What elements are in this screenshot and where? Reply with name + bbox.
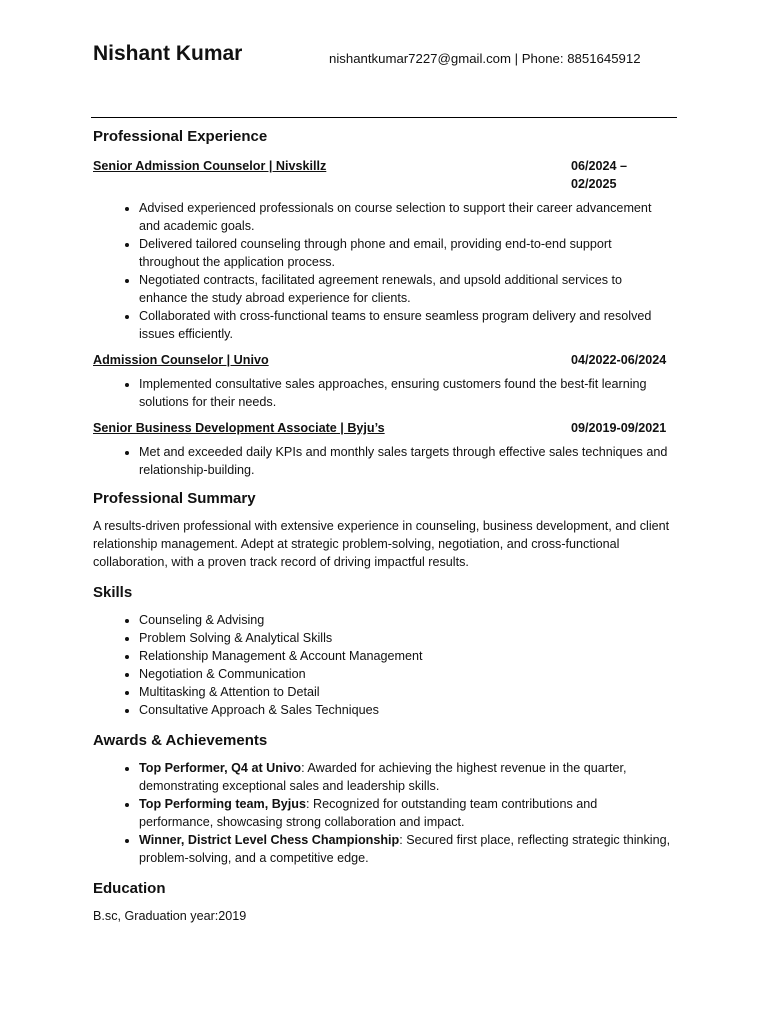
award-title: Winner, District Level Chess Championship — [139, 833, 400, 847]
job-title: Senior Admission Counselor | Nivskillz — [93, 159, 327, 173]
summary-text: A results-driven professional with extensive experience in counseling, business development, and client relationship management. Adept at strategic problem-solving, negotiation, and cross-functional collaboration, with a proven track record of driving impactful results. — [93, 519, 670, 569]
list-item — [139, 759, 673, 795]
award-description: : Recognized for outstanding team contributions and performance, showcasing strong collaboration and impact. — [139, 797, 598, 829]
awards-section — [93, 729, 673, 867]
list-item: • Delivered tailored counseling through phone and email, providing end-to-end support throughout the application process. — [139, 235, 673, 271]
list-item: • Relationship Management & Account Management — [139, 647, 673, 665]
resume-content — [93, 125, 673, 925]
list-item: • Met and exceeded daily KPIs and monthly sales targets through effective sales techniques and relationship-building. — [139, 443, 673, 479]
award-description: : Secured first place, reflecting strategic thinking, problem-solving, and a competitive edge. — [139, 833, 671, 865]
award-title: Top Performing team, Byjus — [139, 797, 307, 811]
award-description: : Awarded for achieving the highest revenue in the quarter, demonstrating exceptional sales and leadership skills. — [139, 761, 627, 793]
job-entry — [93, 351, 673, 411]
experience-heading: Professional Experience — [93, 128, 268, 145]
awards-list — [93, 759, 673, 867]
list-item: • Consultative Approach & Sales Techniques — [139, 701, 673, 719]
job-header — [93, 419, 673, 437]
skills-section — [93, 581, 673, 719]
list-item — [139, 831, 673, 867]
header-divider — [91, 117, 677, 118]
candidate-name: Nishant Kumar — [93, 42, 243, 65]
job-bullets — [93, 199, 673, 343]
list-item: • Advised experienced professionals on course selection to support their career advancement and academic goals. — [139, 199, 673, 235]
job-dates: 04/2022-06/2024 — [571, 353, 667, 367]
list-item: • Collaborated with cross-functional teams to ensure seamless program delivery and resolved issues efficiently. — [139, 307, 673, 343]
list-item — [139, 795, 673, 831]
job-header — [93, 157, 673, 193]
list-item: • Negotiation & Communication — [139, 665, 673, 683]
awards-heading: Awards & Achievements — [93, 732, 268, 749]
list-item: • Negotiated contracts, facilitated agreement renewals, and upsold additional services to enhance the study abroad experience for clients. — [139, 271, 673, 307]
job-header — [93, 351, 673, 369]
contact-info: nishantkumar7227@gmail.com | Phone: 8851645912 — [329, 51, 641, 66]
summary-section — [93, 487, 673, 571]
education-section — [93, 877, 673, 925]
award-title: Top Performer, Q4 at Univo — [139, 761, 302, 775]
job-bullets — [93, 375, 673, 411]
list-item: • Counseling & Advising — [139, 611, 673, 629]
job-dates: 06/2024 – 02/2025 — [571, 159, 628, 191]
summary-heading: Professional Summary — [93, 490, 256, 507]
education-heading: Education — [93, 880, 166, 897]
job-entry — [93, 419, 673, 479]
list-item: • Implemented consultative sales approaches, ensuring customers found the best-fit learning solutions for their needs. — [139, 375, 673, 411]
experience-section — [93, 125, 673, 479]
skills-heading: Skills — [93, 584, 133, 601]
job-title: Senior Business Development Associate | Byju’s — [93, 421, 385, 435]
education-text: B.sc, Graduation year:2019 — [93, 909, 247, 923]
skills-list — [93, 611, 673, 719]
job-dates: 09/2019-09/2021 — [571, 421, 667, 435]
list-item: • Multitasking & Attention to Detail — [139, 683, 673, 701]
list-item: • Problem Solving & Analytical Skills — [139, 629, 673, 647]
job-bullets — [93, 443, 673, 479]
job-title: Admission Counselor | Univo — [93, 353, 269, 367]
job-entry — [93, 157, 673, 343]
